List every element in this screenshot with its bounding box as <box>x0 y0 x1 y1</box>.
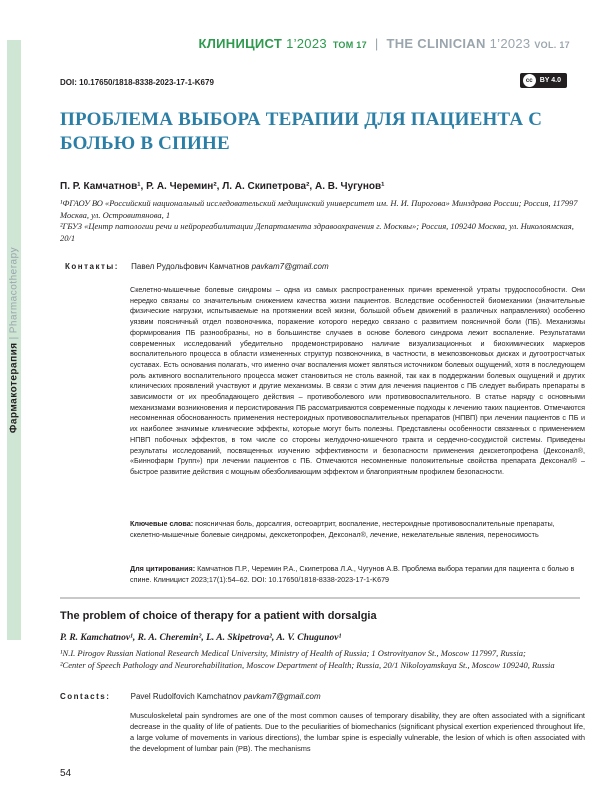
doi-label: DOI: <box>60 78 77 87</box>
page-number: 54 <box>60 768 72 779</box>
cc-icon: cc <box>523 74 536 87</box>
article-authors: П. Р. Камчатнов¹, Р. А. Черемин², Л. А. Скипетрова², А. В. Чугунов¹ <box>60 181 385 192</box>
english-contacts <box>60 692 321 701</box>
english-affiliations <box>60 648 580 671</box>
affiliation-2: ²ГБУЗ «Центр патологии речи и нейрореабилитации Департамента здравоохранения г. Москвы»; Россия, 109240 Москва, ул. Николоямская, 20/1 <box>60 221 574 243</box>
citation-text: Камчатнов П.Р., Черемин Р.А., Скипетрова Л.А., Чугунов А.В. Проблема выбора терапии для пациента с болью в спине. Клиницист 2023;17(1):54–62. DOI: 10.17650/1818-8338-2023-17-1-K679 <box>130 564 575 584</box>
citation <box>130 564 585 585</box>
journal-name-en: THE CLINICIAN <box>386 36 486 51</box>
english-affiliation-2: ²Center of Speech Pathology and Neurorehabilitation, Moscow Department of Health; Russia, 20/1 Nikoloyamskaya St., Moscow 109240, Russia <box>60 659 555 670</box>
contacts-email[interactable]: pavkam7@gmail.com <box>251 262 329 271</box>
section-label-en: Pharmacotherapy <box>8 246 20 334</box>
section-divider <box>60 597 580 599</box>
english-contacts-label: Contacts: <box>60 692 111 701</box>
keywords <box>130 519 585 540</box>
section-label-ru: Фармакотерапия <box>8 342 20 434</box>
journal-name-ru: КЛИНИЦИСТ <box>198 36 283 51</box>
doi-value[interactable]: 10.17650/1818-8338-2023-17-1-K679 <box>79 78 214 87</box>
contacts-name: Павел Рудольфович Камчатнов <box>131 262 250 271</box>
contacts <box>65 262 329 271</box>
journal-volume-ru: ТОМ 17 <box>332 40 367 50</box>
english-contacts-email[interactable]: pavkam7@gmail.com <box>243 692 321 701</box>
article-title: ПРОБЛЕМА ВЫБОРА ТЕРАПИИ ДЛЯ ПАЦИЕНТА С БОЛЬЮ В СПИНЕ <box>60 109 543 154</box>
journal-issue-en: 1’2023 <box>489 36 531 51</box>
affiliation-1: ¹ФГАОУ ВО «Российский национальный исследовательский медицинский университет им. Н. И. Пирогова» Минздрава России; Россия, 117997 Москва, ул. Островитянова, 1 <box>60 198 578 220</box>
english-authors: P. R. Kamchatnov¹, R. A. Cheremin², L. A. Skipetrova², A. V. Chugunov¹ <box>60 633 342 643</box>
journal-volume-en: VOL. 17 <box>534 40 570 50</box>
abstract: Скелетно-мышечные болевые синдромы – одна из самых распространенных причин временной утраты трудоспособности. Они нередко связаны со значительным снижением качества жизни пациентов. Вследствие особенностей биомеханики (значительные физические нагрузки, испытываемые на протяжении всей жизни, большой объем движений в различных направлениях) особенно уязвим поясничный отдел позвоночника, поражение которого нередко связано с развитием поясничной боли (ПБ). Механизмы формирования ПБ разнообразны, но в большинстве случаев в основе болевого синдрома лежит воспаление. Результатами современных исследований убедительно продемонстрировано наличие визуализационных и биохимических маркеров воспалительного процесса в области измененных структур позвоночника, в частности, в межпозвонковых дисках и дугоотростчатых суставах. Есть основания полагать, что именно очаг воспаления может являться источником болевых ощущений, хотя в последующем роль активного воспалительного процесса может становиться не столь важной, так как в поддержании болевых ощущений и других клинических проявлений участвуют и другие механизмы. В связи с этим для лечения пациентов с ПБ следует выбирать препараты в зависимости от их преобладающего действия – противоболевого или противовоспалительного. В статье наряду с основными механизмами возникновения и персистирования ПБ рассматриваются современные подходы к лечению таких пациентов. Отмечаются несомненная обоснованность применения нестероидных противовоспалительных препаратов (НПВП) при лечении пациентов с ПБ и их наиболее значимые клинические эффекты, которые могут быть полезны. Представлены особенности связанных с применением НПВП побочных эффектов, в том числе со стороны желудочно-кишечного тракта и сердечно-сосудистой системы. Приведены результаты исследований, посвященных изучению эффективности и безопасности применения декскетопрофена (Дексонал®, «Биннофарм Групп») при лечении пациентов с ПБ. Отмечаются несомненные положительные свойства препарата Дексонал® – быстрое развитие действия с мощным обезболивающим эффектом и благоприятным профилем безопасности. <box>130 285 585 476</box>
english-affiliation-1: ¹N.I. Pirogov Russian National Research Medical University, Ministry of Health of Russia; 1 Ostrovityanov St., Moscow 117997, Russia; <box>60 648 526 658</box>
journal-header: КЛИНИЦИСТ 1’2023 ТОМ 17 | THE CLINICIAN 1’2023 VOL. 17 <box>198 36 570 51</box>
journal-issue-ru: 1’2023 <box>286 36 327 51</box>
english-contacts-name: Pavel Rudolfovich Kamchatnov <box>130 692 242 701</box>
keywords-label: Ключевые слова: <box>130 519 194 528</box>
affiliations <box>60 198 580 244</box>
english-title: The problem of choice of therapy for a patient with dorsalgia <box>60 610 377 622</box>
side-banner <box>0 40 40 640</box>
license-text: BY 4.0 <box>539 77 561 84</box>
citation-label: Для цитирования: <box>130 564 196 573</box>
license-badge[interactable] <box>520 73 567 88</box>
english-abstract: Musculoskeletal pain syndromes are one of the most common causes of temporary disability, they are often associated with a significant decrease in the quality of life of patients. Due to the peculiarities of biomechanics (significant physical exertion experienced throughout life, a large volume of movements in various directions), the lumbar spine is especially vulnerable, the lesion of which is often associated with the development of lumbar pain (PB). The mechanisms <box>130 711 585 753</box>
section-label: Фармакотерапия|Pharmacotherapy <box>8 246 20 434</box>
keywords-text: поясничная боль, дорсалгия, остеоартрит, воспаление, нестероидные противовоспалительные препараты, скелетно-мышечные болевые синдромы, декскетопрофен, Дексонал®, лечение, нежелательные явления, переносимость <box>130 519 555 539</box>
doi <box>60 78 214 87</box>
contacts-label: Контакты: <box>65 262 119 271</box>
